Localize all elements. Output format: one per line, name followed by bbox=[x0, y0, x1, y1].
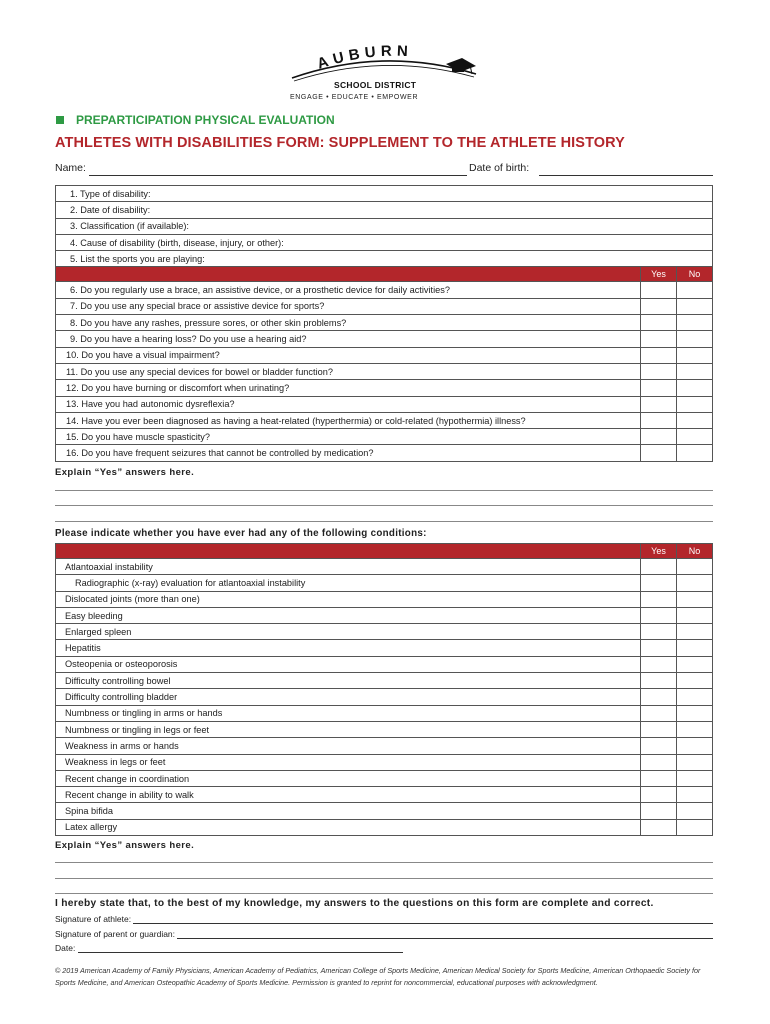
logo-district: SCHOOL DISTRICT bbox=[334, 80, 417, 90]
explain-line[interactable] bbox=[55, 490, 713, 491]
dob-field[interactable] bbox=[539, 175, 713, 176]
no-checkbox[interactable] bbox=[677, 770, 713, 786]
question-text: 13. Have you had autonomic dysreflexia? bbox=[56, 396, 641, 412]
info-item[interactable]: 2. Date of disability: bbox=[56, 202, 713, 218]
logo-wordmark: AUBURN bbox=[315, 44, 414, 73]
yes-checkbox[interactable] bbox=[641, 624, 677, 640]
logo-tagline: ENGAGE • EDUCATE • EMPOWER bbox=[290, 94, 419, 101]
section-label bbox=[56, 113, 335, 127]
question-text: 15. Do you have muscle spasticity? bbox=[56, 429, 641, 445]
condition-text: Latex allergy bbox=[56, 819, 641, 835]
condition-text: Dislocated joints (more than one) bbox=[56, 591, 641, 607]
no-checkbox[interactable] bbox=[677, 787, 713, 803]
condition-row bbox=[56, 640, 713, 656]
no-checkbox[interactable] bbox=[677, 689, 713, 705]
no-checkbox[interactable] bbox=[677, 363, 713, 379]
header-blank bbox=[56, 544, 641, 559]
yes-checkbox[interactable] bbox=[641, 819, 677, 835]
yes-checkbox[interactable] bbox=[641, 363, 677, 379]
condition-text: Numbness or tingling in arms or hands bbox=[56, 705, 641, 721]
yes-checkbox[interactable] bbox=[641, 412, 677, 428]
question-text: 11. Do you use any special devices for bowel or bladder function? bbox=[56, 363, 641, 379]
no-checkbox[interactable] bbox=[677, 559, 713, 575]
yes-checkbox[interactable] bbox=[641, 347, 677, 363]
parent-signature-label: Signature of parent or guardian: bbox=[55, 929, 176, 939]
athlete-signature-field[interactable] bbox=[133, 923, 713, 924]
yes-checkbox[interactable] bbox=[641, 298, 677, 314]
condition-text: Difficulty controlling bowel bbox=[56, 673, 641, 689]
condition-text: Recent change in coordination bbox=[56, 770, 641, 786]
info-row bbox=[56, 251, 713, 267]
question-text: 6. Do you regularly use a brace, an assistive device, or a prosthetic device for daily activities? bbox=[56, 282, 641, 298]
no-checkbox[interactable] bbox=[677, 331, 713, 347]
yes-checkbox[interactable] bbox=[641, 738, 677, 754]
condition-text: Weakness in legs or feet bbox=[56, 754, 641, 770]
no-checkbox[interactable] bbox=[677, 347, 713, 363]
date-field[interactable] bbox=[78, 952, 403, 953]
question-row bbox=[56, 347, 713, 363]
copyright-footer: © 2019 American Academy of Family Physicians, American Academy of Pediatrics, American College of Sports Medicine, American Medical Society for Sports Medicine, American Orthopaedic Society for Sports Medicine, and American Osteopathic Academy of Sports Medicine. Permission is granted to reprint for noncommercial, educational purposes with acknowledgment. bbox=[55, 966, 701, 987]
condition-row bbox=[56, 689, 713, 705]
condition-text: Atlantoaxial instability bbox=[56, 559, 641, 575]
conditions-heading: Please indicate whether you have ever had any of the following conditions: bbox=[55, 528, 427, 539]
yes-checkbox[interactable] bbox=[641, 673, 677, 689]
no-column-header: No bbox=[677, 267, 713, 282]
name-label: Name: bbox=[55, 162, 86, 174]
condition-text: Hepatitis bbox=[56, 640, 641, 656]
condition-text: Radiographic (x-ray) evaluation for atlantoaxial instability bbox=[56, 575, 641, 591]
condition-row bbox=[56, 705, 713, 721]
explain-line[interactable] bbox=[55, 862, 713, 863]
table-header-row bbox=[56, 267, 713, 282]
question-row bbox=[56, 315, 713, 331]
no-checkbox[interactable] bbox=[677, 705, 713, 721]
explain-label-2: Explain “Yes” answers here. bbox=[55, 840, 195, 851]
yes-checkbox[interactable] bbox=[641, 607, 677, 623]
condition-row bbox=[56, 770, 713, 786]
condition-row bbox=[56, 607, 713, 623]
condition-row bbox=[56, 819, 713, 835]
green-square-icon bbox=[56, 116, 64, 124]
condition-text: Recent change in ability to walk bbox=[56, 787, 641, 803]
yes-checkbox[interactable] bbox=[641, 803, 677, 819]
condition-text: Difficulty controlling bladder bbox=[56, 689, 641, 705]
condition-text: Easy bleeding bbox=[56, 607, 641, 623]
date-label: Date: bbox=[55, 943, 76, 953]
yes-checkbox[interactable] bbox=[641, 559, 677, 575]
yes-checkbox[interactable] bbox=[641, 705, 677, 721]
question-row bbox=[56, 429, 713, 445]
question-row bbox=[56, 396, 713, 412]
yes-checkbox[interactable] bbox=[641, 754, 677, 770]
question-row bbox=[56, 282, 713, 298]
condition-row bbox=[56, 721, 713, 737]
question-row bbox=[56, 380, 713, 396]
question-text: 7. Do you use any special brace or assistive device for sports? bbox=[56, 298, 641, 314]
question-text: 9. Do you have a hearing loss? Do you use a hearing aid? bbox=[56, 331, 641, 347]
yes-checkbox[interactable] bbox=[641, 429, 677, 445]
question-row bbox=[56, 363, 713, 379]
no-checkbox[interactable] bbox=[677, 738, 713, 754]
question-row bbox=[56, 445, 713, 461]
explain-line[interactable] bbox=[55, 893, 713, 894]
condition-row bbox=[56, 624, 713, 640]
explain-line[interactable] bbox=[55, 521, 713, 522]
condition-row bbox=[56, 787, 713, 803]
yes-checkbox[interactable] bbox=[641, 331, 677, 347]
question-row bbox=[56, 331, 713, 347]
yes-checkbox[interactable] bbox=[641, 656, 677, 672]
condition-text: Osteopenia or osteoporosis bbox=[56, 656, 641, 672]
yes-checkbox[interactable] bbox=[641, 721, 677, 737]
no-checkbox[interactable] bbox=[677, 754, 713, 770]
no-checkbox[interactable] bbox=[677, 380, 713, 396]
no-checkbox[interactable] bbox=[677, 445, 713, 461]
no-checkbox[interactable] bbox=[677, 591, 713, 607]
question-row bbox=[56, 298, 713, 314]
no-checkbox[interactable] bbox=[677, 640, 713, 656]
yes-checkbox[interactable] bbox=[641, 380, 677, 396]
parent-signature-field[interactable] bbox=[177, 938, 713, 939]
condition-row bbox=[56, 803, 713, 819]
form-title: ATHLETES WITH DISABILITIES FORM: SUPPLEMENT TO THE ATHLETE HISTORY bbox=[55, 135, 625, 151]
no-checkbox[interactable] bbox=[677, 412, 713, 428]
no-column-header: No bbox=[677, 544, 713, 559]
info-item[interactable]: 5. List the sports you are playing: bbox=[56, 251, 713, 267]
condition-row bbox=[56, 591, 713, 607]
history-table bbox=[55, 185, 713, 462]
yes-checkbox[interactable] bbox=[641, 282, 677, 298]
no-checkbox[interactable] bbox=[677, 315, 713, 331]
yes-checkbox[interactable] bbox=[641, 689, 677, 705]
yes-checkbox[interactable] bbox=[641, 396, 677, 412]
question-row bbox=[56, 412, 713, 428]
conditions-table bbox=[55, 543, 713, 836]
question-text: 8. Do you have any rashes, pressure sores, or other skin problems? bbox=[56, 315, 641, 331]
yes-checkbox[interactable] bbox=[641, 591, 677, 607]
condition-row bbox=[56, 754, 713, 770]
condition-text: Spina bifida bbox=[56, 803, 641, 819]
condition-row bbox=[56, 559, 713, 575]
no-checkbox[interactable] bbox=[677, 819, 713, 835]
question-text: 10. Do you have a visual impairment? bbox=[56, 347, 641, 363]
yes-checkbox[interactable] bbox=[641, 445, 677, 461]
condition-text: Enlarged spleen bbox=[56, 624, 641, 640]
condition-row bbox=[56, 656, 713, 672]
info-item[interactable]: 4. Cause of disability (birth, disease, injury, or other): bbox=[56, 234, 713, 250]
question-text: 16. Do you have frequent seizures that cannot be controlled by medication? bbox=[56, 445, 641, 461]
section-label-text: PREPARTICIPATION PHYSICAL EVALUATION bbox=[76, 113, 335, 127]
district-logo bbox=[286, 44, 482, 106]
name-dob-row bbox=[55, 162, 713, 178]
condition-text: Weakness in arms or hands bbox=[56, 738, 641, 754]
question-text: 14. Have you ever been diagnosed as having a heat-related (hyperthermia) or cold-related (hypothermia) illness? bbox=[56, 412, 641, 428]
condition-text: Numbness or tingling in legs or feet bbox=[56, 721, 641, 737]
no-checkbox[interactable] bbox=[677, 624, 713, 640]
no-checkbox[interactable] bbox=[677, 429, 713, 445]
attestation-statement: I hereby state that, to the best of my knowledge, my answers to the questions on this form are complete and correct. bbox=[55, 898, 654, 909]
info-item[interactable]: 1. Type of disability: bbox=[56, 186, 713, 202]
no-checkbox[interactable] bbox=[677, 298, 713, 314]
condition-row bbox=[56, 673, 713, 689]
no-checkbox[interactable] bbox=[677, 575, 713, 591]
yes-checkbox[interactable] bbox=[641, 770, 677, 786]
no-checkbox[interactable] bbox=[677, 656, 713, 672]
header-blank bbox=[56, 267, 641, 282]
table-header-row bbox=[56, 544, 713, 559]
yes-checkbox[interactable] bbox=[641, 315, 677, 331]
yes-column-header: Yes bbox=[641, 267, 677, 282]
no-checkbox[interactable] bbox=[677, 282, 713, 298]
logo-arc-graphic bbox=[286, 44, 482, 84]
no-checkbox[interactable] bbox=[677, 803, 713, 819]
no-checkbox[interactable] bbox=[677, 673, 713, 689]
info-item[interactable]: 3. Classification (if available): bbox=[56, 218, 713, 234]
explain-line[interactable] bbox=[55, 878, 713, 879]
no-checkbox[interactable] bbox=[677, 721, 713, 737]
dob-label: Date of birth: bbox=[469, 162, 530, 174]
athlete-signature-label: Signature of athlete: bbox=[55, 914, 132, 924]
info-row bbox=[56, 218, 713, 234]
question-text: 12. Do you have burning or discomfort when urinating? bbox=[56, 380, 641, 396]
yes-checkbox[interactable] bbox=[641, 640, 677, 656]
explain-line[interactable] bbox=[55, 505, 713, 506]
no-checkbox[interactable] bbox=[677, 396, 713, 412]
yes-checkbox[interactable] bbox=[641, 575, 677, 591]
no-checkbox[interactable] bbox=[677, 607, 713, 623]
yes-column-header: Yes bbox=[641, 544, 677, 559]
yes-checkbox[interactable] bbox=[641, 787, 677, 803]
info-row bbox=[56, 186, 713, 202]
info-row bbox=[56, 234, 713, 250]
condition-row bbox=[56, 575, 713, 591]
condition-row bbox=[56, 738, 713, 754]
info-row bbox=[56, 202, 713, 218]
name-field[interactable] bbox=[89, 175, 467, 176]
explain-label-1: Explain “Yes” answers here. bbox=[55, 467, 195, 478]
